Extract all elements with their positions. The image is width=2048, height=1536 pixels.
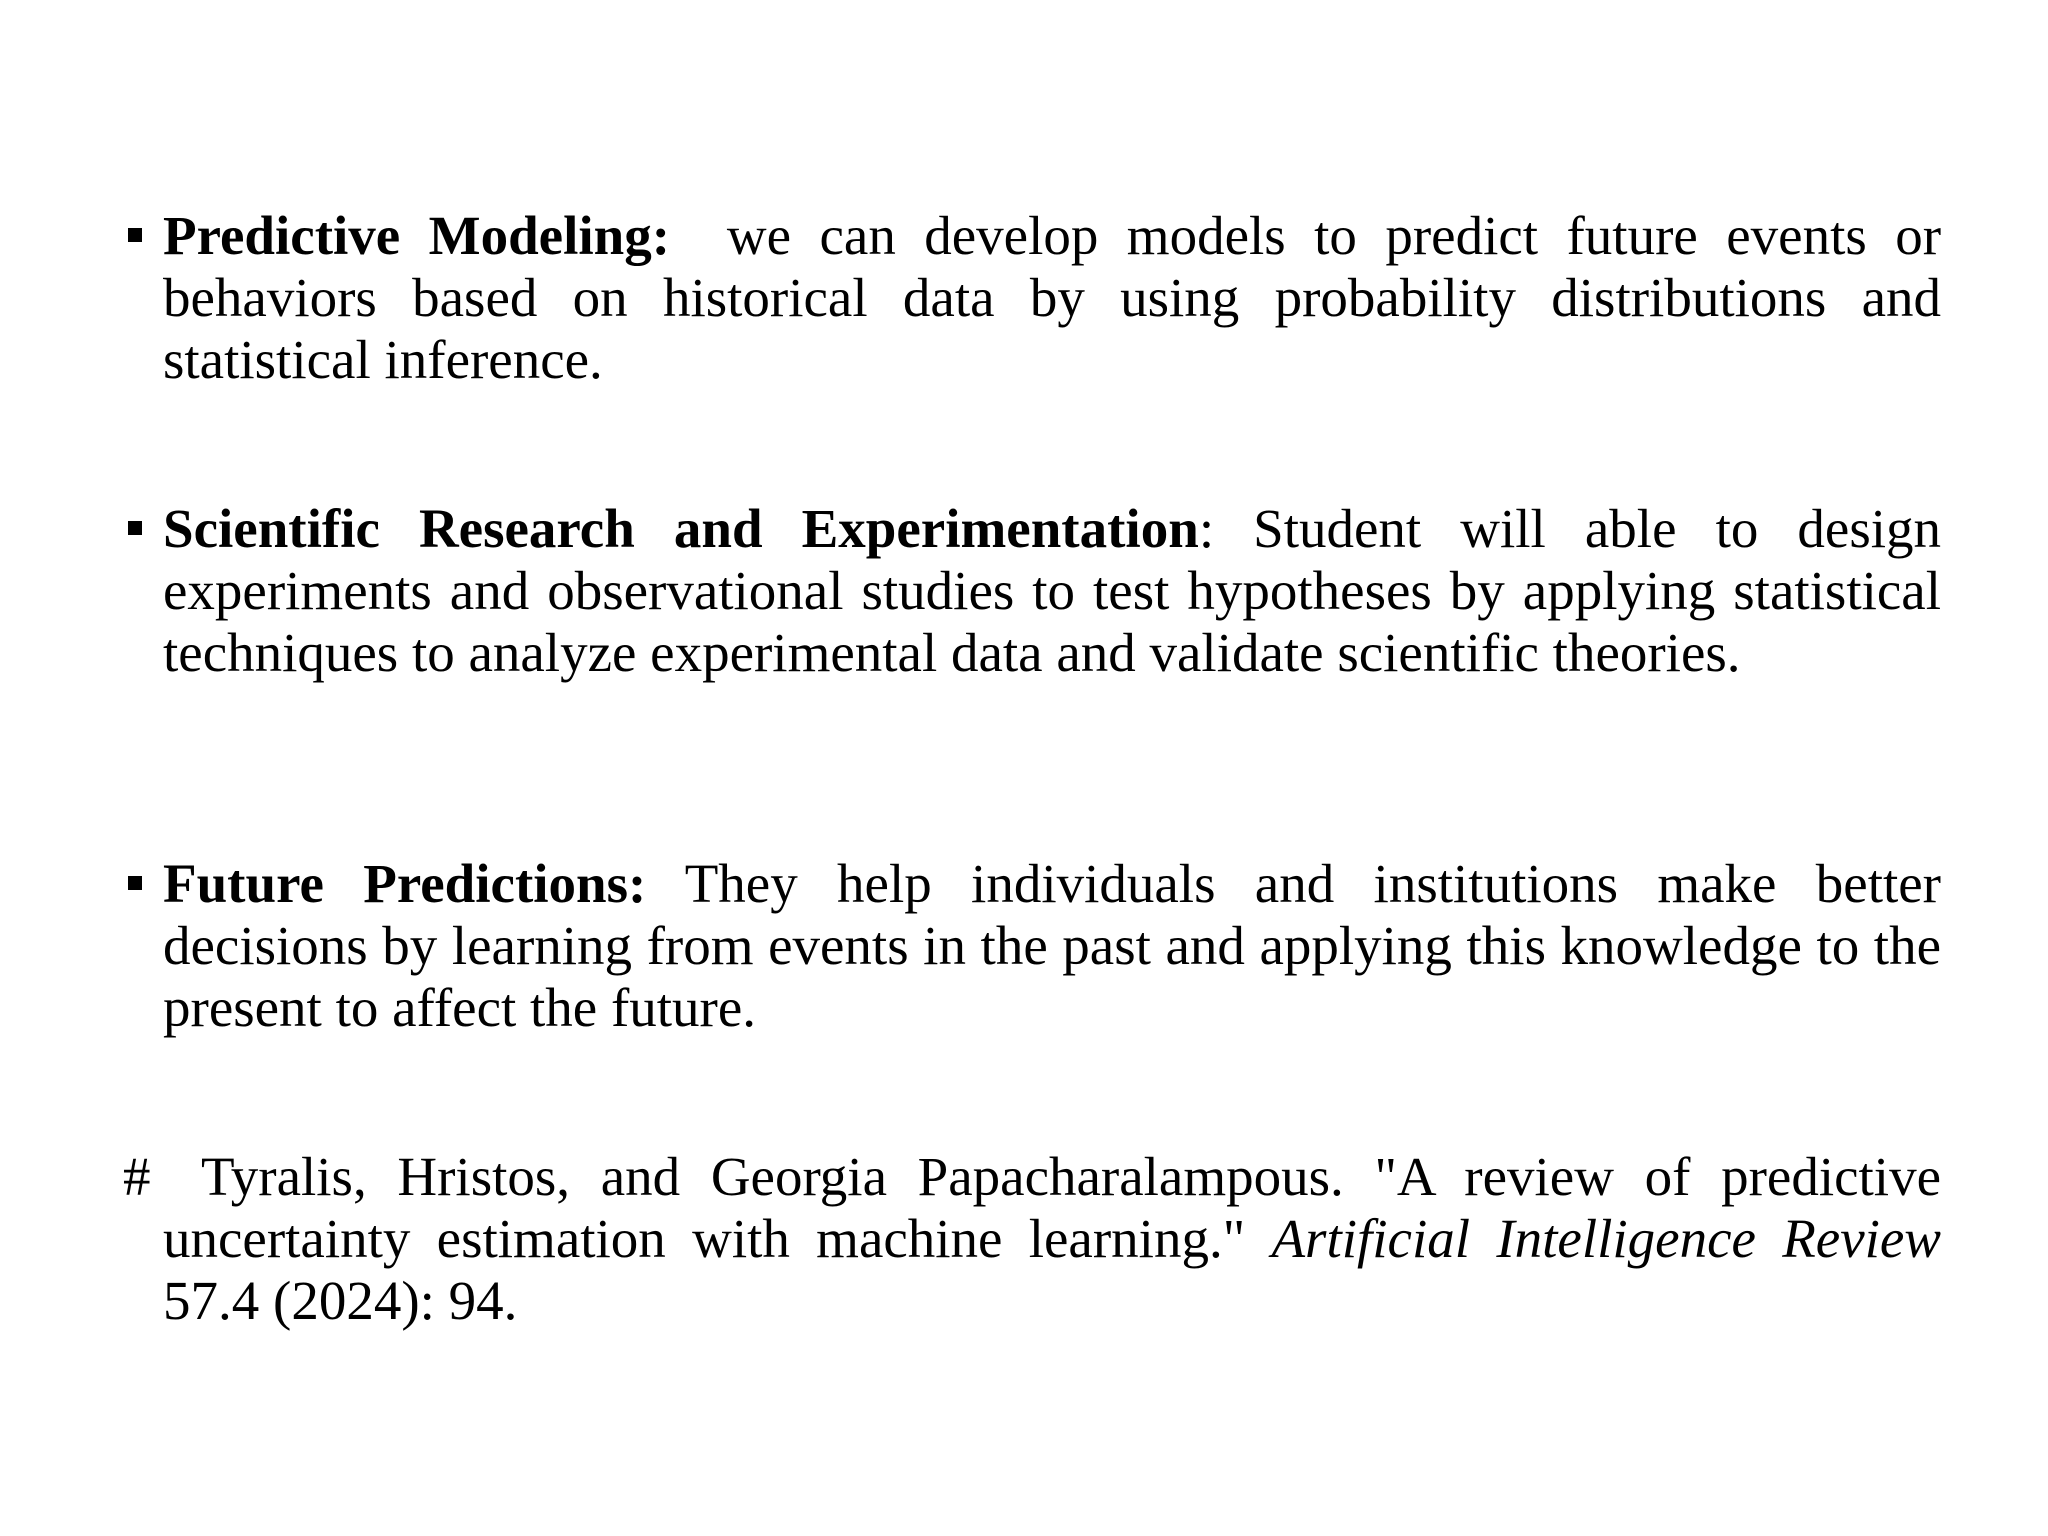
bullet-item-predictive-modeling: [163, 205, 1955, 391]
bullet-term: Predictive Modeling:: [163, 205, 671, 266]
bullet-item-scientific-research: [163, 498, 1941, 684]
square-bullet-icon: [128, 876, 142, 890]
bullet-text: : Student will able to design experiments and observational studies to test hypotheses by applying statistical techniques to analyze experimental data and validate scientific theories.: [163, 498, 1941, 683]
reference-citation: [123, 1146, 1941, 1332]
reference-authors-title: Tyralis, Hristos, and Georgia Papacharalampous. "A review of predictive uncertainty estimation with machine learning.": [163, 1146, 1941, 1269]
bullet-text: we can develop models to predict future events or behaviors based on historical data by using probability distributions and statistical inference.: [163, 205, 1955, 390]
reference-details: 57.4 (2024): 94.: [163, 1270, 518, 1331]
bullet-term: Future Predictions:: [163, 853, 647, 914]
square-bullet-icon: [128, 521, 142, 535]
bullet-text: They help individuals and institutions make better decisions by learning from events in the past and applying this knowledge to the present to affect the future.: [163, 853, 1941, 1038]
reference-marker: #: [123, 1146, 151, 1207]
bullet-term: Scientific Research and Experimentation: [163, 498, 1199, 559]
reference-journal: Artificial Intelligence Review: [1271, 1208, 1941, 1269]
square-bullet-icon: [128, 228, 142, 242]
bullet-item-future-predictions: [163, 853, 1941, 1039]
